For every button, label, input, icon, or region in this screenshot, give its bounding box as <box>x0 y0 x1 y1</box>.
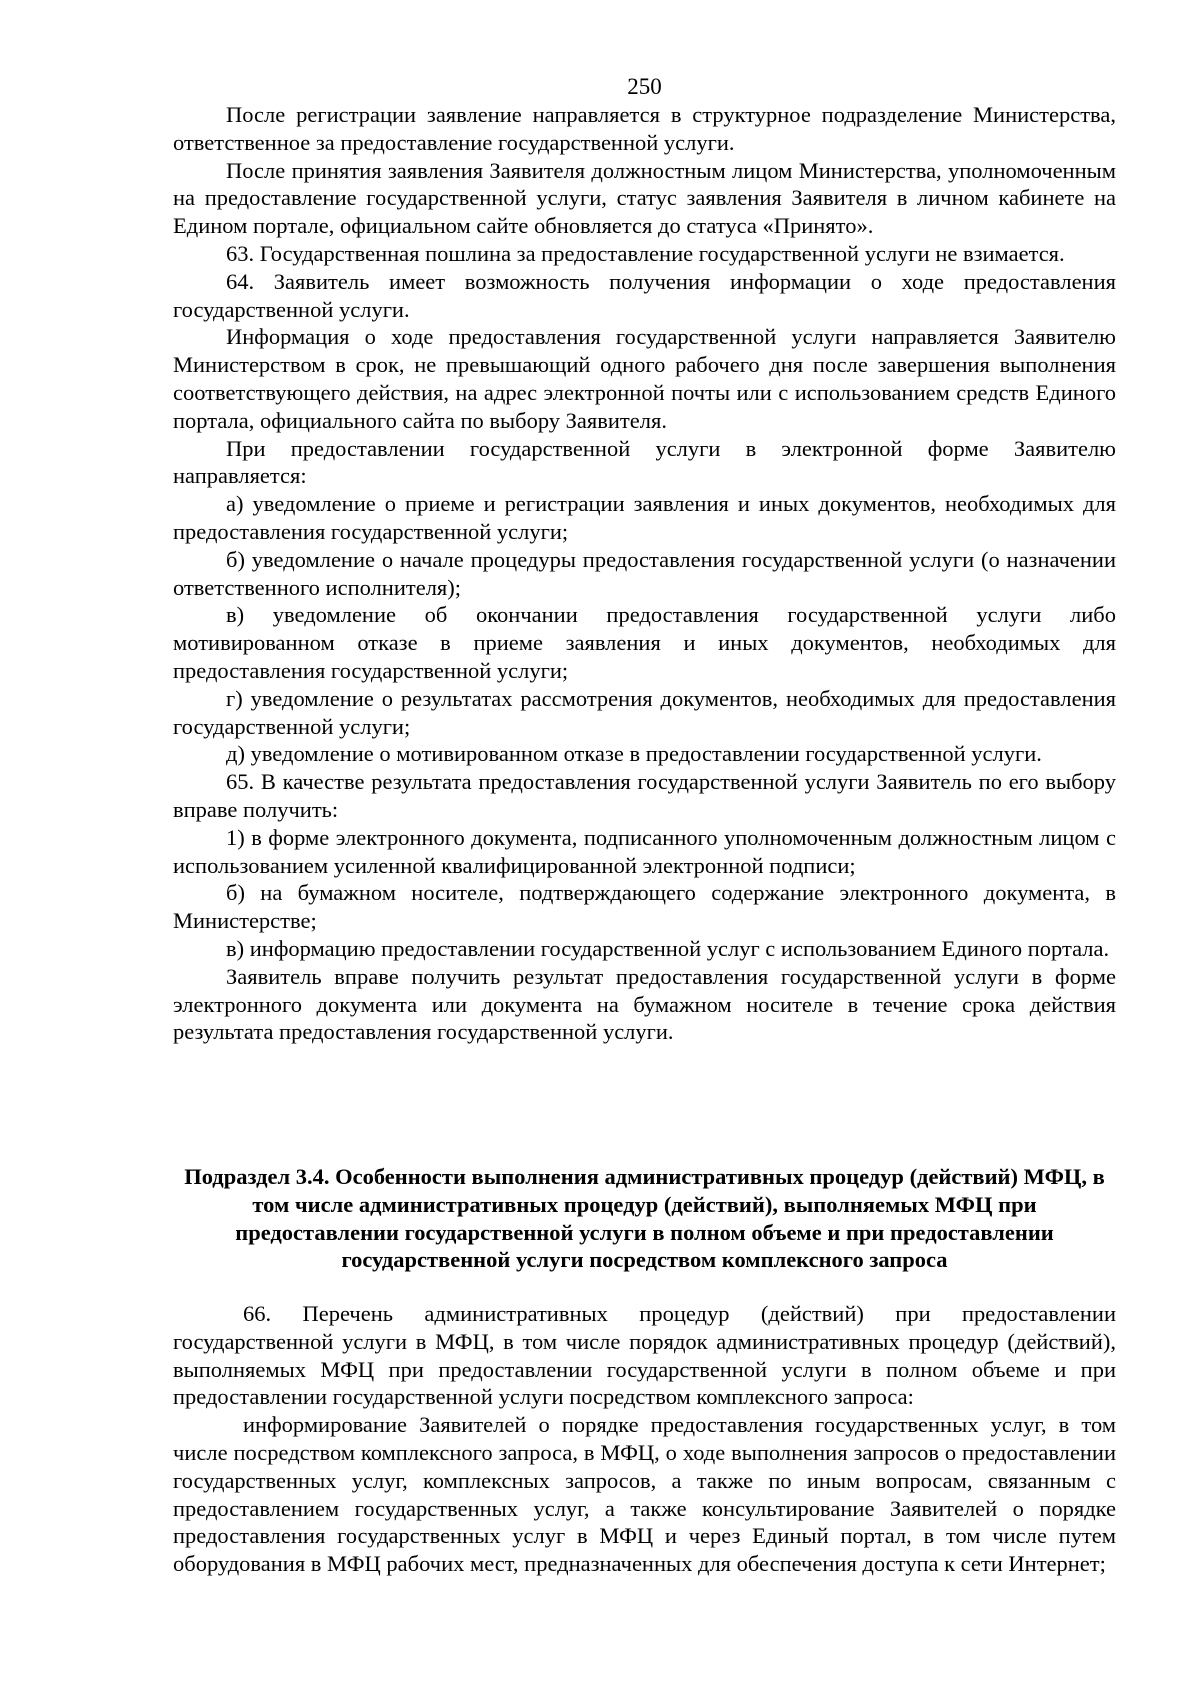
list-item: г) уведомление о результатах рассмотрения документов, необходимых для предоставления государственной услуги; <box>173 685 1116 739</box>
paragraph: 64. Заявитель имеет возможность получения информации о ходе предоставления государственной услуги. <box>173 268 1116 322</box>
paragraph: Информация о ходе предоставления государственной услуги направляется Заявителю Министерством в срок, не превышающий одного рабочего дня после завершения выполнения соответствующего действия, на адрес электронной почты или с использованием средств Единого портала, официального сайта по выбору Заявителя. <box>173 324 1116 433</box>
paragraph: При предоставлении государственной услуги в электронной форме Заявителю направляется: <box>173 435 1116 489</box>
list-item: а) уведомление о приеме и регистрации заявления и иных документов, необходимых для предоставления государственной услуги; <box>173 491 1116 544</box>
section-body-text <box>173 1300 1116 1578</box>
paragraph: После регистрации заявление направляется в структурное подразделение Министерства, ответственное за предоставление государственной услуги. <box>173 102 1116 155</box>
paragraph: Заявитель вправе получить результат предоставления государственной услуги в форме электронного документа или документа на бумажном носителе в течение срока действия результата предоставления государственной услуги. <box>173 963 1116 1045</box>
section-heading: Подраздел 3.4. Особенности выполнения административных процедур (действий) МФЦ, в том числе административных процедур (действий), выполняемых МФЦ при предоставлении государственной услуги в полном объеме и при предоставлении государственной услуги посредством комплексного запроса <box>184 1164 1105 1273</box>
list-item: б) уведомление о начале процедуры предоставления государственной услуги (о назначении ответственного исполнителя); <box>173 546 1116 600</box>
paragraph: 65. В качестве результата предоставления государственной услуги Заявитель по его выбору вправе получить: <box>173 769 1116 822</box>
list-item: 1) в форме электронного документа, подписанного уполномоченным должностным лицом с использованием усиленной квалифицированной электронной подписи; <box>173 824 1116 878</box>
list-item: д) уведомление о мотивированном отказе в предоставлении государственной услуги. <box>226 741 1042 767</box>
body-text <box>173 101 1116 1046</box>
paragraph: 63. Государственная пошлина за предоставление государственной услуги не взимается. <box>226 240 1065 266</box>
list-item: в) уведомление об окончании предоставления государственной услуги либо мотивированном отказе в приеме заявления и иных документов, необходимых для предоставления государственной услуги; <box>173 602 1116 683</box>
section-heading-block <box>173 1163 1116 1274</box>
list-item: б) на бумажном носителе, подтверждающего содержание электронного документа, в Министерстве; <box>173 880 1116 934</box>
paragraph: 66. Перечень административных процедур (действий) при предоставлении государственной услуги в МФЦ, в том числе порядок административных процедур (действий), выполняемых МФЦ при предоставлении государственной услуги в полном объеме и при предоставлении государственной услуги посредством комплексного запроса: <box>173 1301 1116 1410</box>
paragraph: После принятия заявления Заявителя должностным лицом Министерства, уполномоченным на предоставление государственной услуги, статус заявления Заявителя в личном кабинете на Едином портале, официальном сайте обновляется до статуса «Принято». <box>173 157 1116 239</box>
list-item: в) информацию предоставлении государственной услуг с использованием Единого портала. <box>226 935 1110 961</box>
page-number: 250 <box>627 74 662 99</box>
paragraph: информирование Заявителей о порядке предоставления государственных услуг, в том числе посредством комплексного запроса, в МФЦ, о ходе выполнения запросов о предоставлении государственных услуг, комплексных запросов, а также по иным вопросам, связанным с предоставлением государственных услуг, а также консультирование Заявителей о порядке предоставления государственных услуг в МФЦ и через Единый портал, в том числе путем оборудования в МФЦ рабочих мест, предназначенных для обеспечения доступа к сети Интернет; <box>173 1412 1116 1577</box>
